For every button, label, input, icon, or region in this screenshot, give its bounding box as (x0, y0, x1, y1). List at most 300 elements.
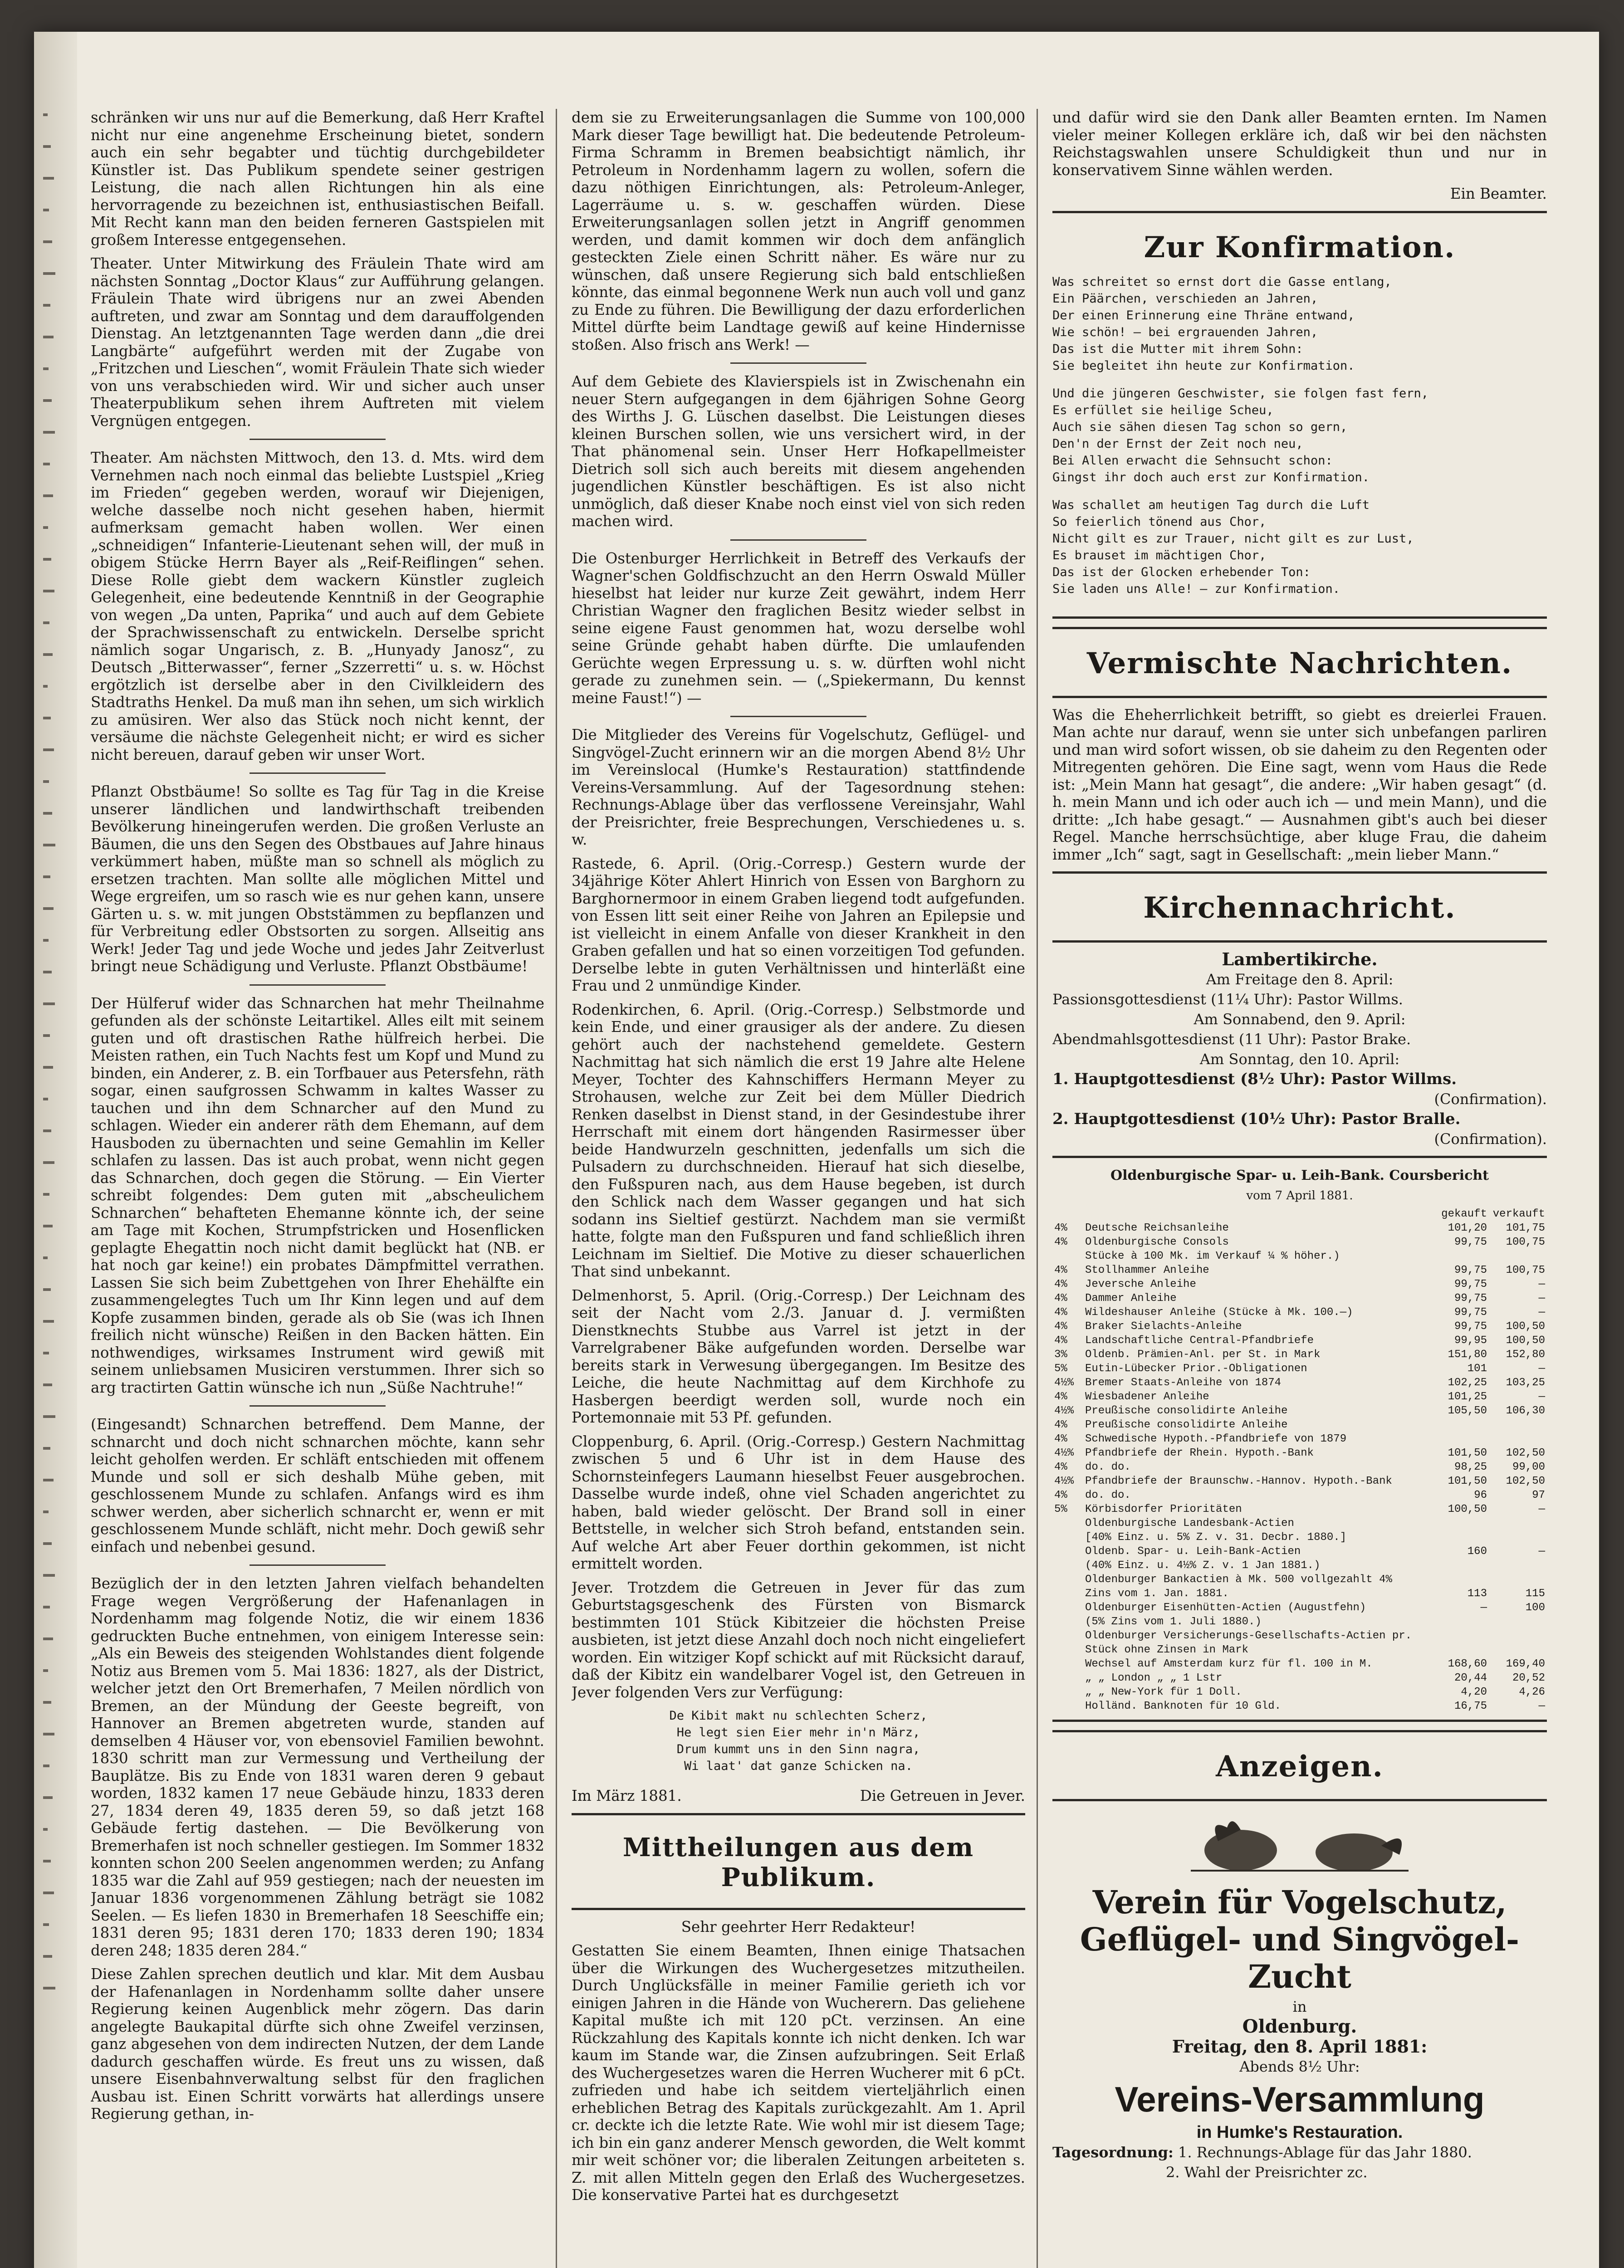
bank-row (1052, 1320, 1547, 1334)
gutter-mark (43, 907, 54, 910)
verse-line: De Kibit makt nu schlechten Scherz, (669, 1709, 928, 1723)
bank-sold (1489, 1559, 1547, 1573)
bank-bought: 96 (1474, 1489, 1487, 1501)
bank-security: Landschaftliche Central-Pfandbriefe (1085, 1334, 1314, 1347)
ad-time: Abends 8½ Uhr: (1239, 2058, 1360, 2075)
bank-security: Wildeshauser Anleihe (Stücke à Mk. 100.—) (1085, 1306, 1353, 1319)
gutter-mark (43, 1479, 54, 1481)
anzeigen-heading: Anzeigen. (1216, 1750, 1384, 1784)
verse-signature (572, 1787, 1025, 1805)
bank-bought (1431, 1559, 1489, 1573)
bank-header-blank (1083, 1207, 1431, 1221)
bank-rate: 4% (1054, 1391, 1067, 1403)
gutter-mark (43, 1129, 51, 1132)
kirchen-heading: Kirchennachricht. (1143, 891, 1456, 925)
ad-agenda (1052, 2144, 1547, 2161)
bank-security: [40% Einz. u. 5% Z. v. 31. Decbr. 1880.] (1085, 1531, 1347, 1544)
agenda-item: 1. Rechnungs-Ablage für das Jahr 1880. (1178, 2144, 1472, 2161)
bank-row (1052, 1334, 1547, 1348)
gutter-mark (43, 1225, 53, 1227)
gutter-mark (43, 1383, 52, 1386)
bank-sold: — (1538, 1545, 1545, 1558)
bank-bought: 100,50 (1448, 1503, 1487, 1515)
bank-security: Preußische consolidirte Anleihe (1085, 1405, 1288, 1417)
mitteilungen-heading: Mittheilungen aus dem Publikum. (622, 1832, 974, 1892)
bank-rate (1052, 1573, 1083, 1587)
bank-bought: 99,75 (1454, 1320, 1487, 1333)
bank-rate: 5% (1054, 1503, 1067, 1515)
gutter-mark (43, 1733, 54, 1735)
vermischte-heading: Vermischte Nachrichten. (1086, 646, 1513, 680)
column-rule (1037, 109, 1038, 2268)
bank-security: Eutin-Lübecker Prior.-Obligationen (1085, 1363, 1307, 1375)
bank-rate (1052, 1587, 1083, 1601)
bank-rate (1052, 1601, 1083, 1615)
bank-row (1052, 1291, 1547, 1305)
bank-security: Jeversche Anleihe (1085, 1278, 1196, 1290)
bank-sold: 102,50 (1506, 1447, 1545, 1459)
poem-line: Das ist die Mutter mit ihrem Sohn: (1052, 342, 1303, 356)
bank-bought: 102,25 (1448, 1377, 1487, 1389)
bank-row (1052, 1601, 1547, 1615)
service-line: 2. Hauptgottesdienst (10½ Uhr): Pastor Bralle. (1052, 1110, 1461, 1128)
bank-section (1052, 1156, 1547, 1722)
poem-stanza (1052, 497, 1547, 597)
bank-heading: Oldenburgische Spar- u. Leih-Bank. Coursbericht (1110, 1168, 1489, 1183)
bank-rate: 4% (1054, 1264, 1067, 1276)
article-rastede: Rastede, 6. April. (Orig.-Corresp.) Gestern wurde der 34jährige Köter Ahlert Hinrich von Essen von Barghorn zu Barghornermoor in einem Graben liegend todt aufgefunden. von Essen litt seit einer Reihe von Jahren an Epilepsie und ist vielleicht in einem Anfalle von dieser Krankheit in den Graben gefallen und hat so einen vorzeitigen Tod gefunden. Derselbe lebte in guten Verhältnissen und hinterläßt eine Frau und 2 unmündige Kinder. (572, 855, 1025, 994)
gutter-mark (43, 621, 49, 624)
bank-rate (1052, 1699, 1083, 1713)
bank-security: (40% Einz. u. 4½% Z. v. 1 Jan 1881.) (1085, 1559, 1321, 1572)
bank-bought (1431, 1573, 1489, 1587)
article-hafenanlagen-cont: Diese Zahlen sprechen deutlich und klar. Mit dem Ausbau der Hafenanlagen in Nordenhamm sollte daher unsere Regierung keinen Augenblick mehr zögern. Das darin angelegte Baukapital dürfte sich ohne Zweifel verzinsen, ganz abgesehen von dem indirecten Nutzen, der dem Lande dadurch geschaffen würde. Es freut uns zu wissen, daß unsere Eisenbahnverwaltung selbst für den fraglichen Ausbau ist. Einen Schritt vorwärts hat allerdings unsere Regierung gethan, in- (91, 1965, 544, 2122)
bank-bought: 99,75 (1454, 1264, 1487, 1276)
bank-security: Bremer Staats-Anleihe von 1874 (1085, 1377, 1282, 1389)
bank-sold: 152,80 (1506, 1349, 1545, 1361)
bank-rate: 4% (1054, 1222, 1067, 1234)
article-rodenkirchen: Rodenkirchen, 6. April. (Orig.-Corresp.) Selbstmorde und kein Ende, und einer grausiger als der andere. Zu diesen gehört auch der nachstehend gemeldete. Gestern Nachmittag hat sich nämlich die erst 19 Jahre alte Helene Meyer, Tochter des Kahnschiffers Hermann Meyer zu Strohausen, welche zur Zeit bei dem Müller Diedrich Renken daselbst in Dienst stand, in der Gesindestube ihrer Herrschaft mit einem dort hängenden Rasirmesser über beide Handwurzeln geschnitten, jedenfalls um sich die Pulsadern zu durchschneiden. Hierauf hat sich dieselbe, den Fußspuren nach, aus dem Hause begeben, ist durch den Schlick nach dem Wasser gegangen und hat sich sodann ins Sieltief gestürzt. Nachdem man sie vermißt hatte, folgte man den Fußspuren und fand schließlich ihren Leichnam im Sieltief. Die Motive zu dieser schauerlichen That sind unbekannt. (572, 1001, 1025, 1280)
gutter-mark (43, 844, 55, 846)
bank-bought: 160 (1467, 1545, 1487, 1558)
poem-line: Sie begleitet ihn heute zur Konfirmation. (1052, 358, 1355, 373)
bank-sold: — (1538, 1278, 1545, 1290)
bank-rate: 4½% (1054, 1475, 1074, 1487)
bank-sold (1489, 1418, 1547, 1432)
article-jever: Jever. Trotzdem die Getreuen in Jever für das zum Geburtstagsgeschenk des Fürsten von Bismarck bestimmten 101 Stück Kibitzeier die höchsten Preise ausbieten, ist jetzt diese Anzahl doch noch nicht eingeliefert worden. Ein witziger Kopf schickt auf mit Rücksicht darauf, daß der Kibitz ein wandelbarer Vogel ist, den Getreuen in Jever folgenden Vers zur Verfügung: (572, 1579, 1025, 1701)
article-hafenanlagen: Bezüglich der in den letzten Jahren vielfach behandelten Frage wegen Vergrößerung der Hafenanlagen in Nordenhamm mag folgende Notiz, die wir einem 1836 gedruckten Buche entnehmen, von einigem Interesse sein: „Als ein Beweis des steigenden Wohlstandes dient folgende Notiz aus Bremen vom 5. Mai 1836: 1827, als der District, welcher jetzt den Ort Bremerhafen, 7 Meilen nördlich von Bremen, an der Mündung der Geeste begreift, von Hannover an Bremen abgetreten wurde, standen auf demselben 4 Häuser vor, von ebensoviel Familien bewohnt. 1830 schritt man zur Vermessung und Vertheilung der Bauplätze. Bis zu Ende von 1831 waren deren 9 gebaut worden, 1832 kamen 17 neue Gebäude hinzu, 1833 deren 27, 1834 deren 49, 1835 deren 59, so daß jetzt 168 Gebäude fertig dastehen. — Die Bevölkerung von Bremerhafen ist noch schneller gestiegen. Im Sommer 1832 konnten schon 200 Seelen angenommen werden; zu Anfang 1835 war die Zahl auf 959 gestiegen; nach der neuesten im Januar 1836 vorgenommenen Zählung beträgt sie 1082 Seelen. — Es liefen 1830 in Bremerhafen 18 Seeschiffe ein; 1831 deren 95; 1831 deren 170; 1833 deren 190; 1834 deren 248; 1835 deren 284.“ (91, 1575, 544, 1959)
agenda-label: Tagesordnung: (1052, 2144, 1174, 2161)
bank-bought: 101,50 (1448, 1475, 1487, 1487)
article-vogelschutz: Die Mitglieder des Vereins für Vogelschutz, Geflügel- und Singvögel-Zucht erinnern wir an die morgen Abend 8½ Uhr im Vereinslocal (Humke's Restauration) stattfindende Vereins-Versammlung. Auf der Tagesordnung stehen: Rechnungs-Ablage über das verflossene Vereinsjahr, Wahl der Preisrichter, freie Besprechungen, Verschiedenes u. s. w. (572, 726, 1025, 848)
gutter-mark (43, 1765, 49, 1767)
gutter-mark (43, 1288, 51, 1291)
bank-security: Oldenburgische Landesbank-Actien (1085, 1517, 1294, 1530)
gutter-mark (43, 1796, 53, 1799)
bank-security: Zins vom 1. Jan. 1881. (1085, 1588, 1229, 1600)
bank-row (1052, 1348, 1547, 1362)
mitteilungen-salutation: Sehr geehrter Herr Redakteur! (681, 1918, 916, 1936)
service-date: Am Freitage den 8. April: (1206, 971, 1394, 988)
gutter-mark (43, 1510, 49, 1513)
poem-stanza (1052, 274, 1547, 374)
bank-row (1052, 1277, 1547, 1291)
bank-security: Holländ. Banknoten für 10 Gld. (1085, 1700, 1282, 1712)
bank-date: vom 7 April 1881. (1246, 1189, 1353, 1202)
bank-security: „ „ New-York für 1 Doll. (1085, 1686, 1242, 1698)
poem-line: Nicht gilt es zur Trauer, nicht gilt es zur Lust, (1052, 531, 1414, 546)
bank-row (1052, 1615, 1547, 1629)
bank-row (1052, 1249, 1547, 1263)
bank-rate (1052, 1629, 1083, 1643)
bank-security: Oldenburger Versicherungs-Gesellschafts-Actien pr. (1085, 1630, 1412, 1642)
agenda-item: 2. Wahl der Preisrichter zc. (1166, 2164, 1368, 2181)
bank-rate: 4% (1054, 1306, 1067, 1319)
ad-title: Verein für Vogelschutz, Geflügel- und Singvögel-Zucht (1080, 1883, 1520, 1995)
bank-security: Stücke à 100 Mk. im Verkauf ¼ % höher.) (1085, 1250, 1340, 1262)
gutter-mark (43, 939, 49, 942)
service-line: 1. Hauptgottesdienst (8½ Uhr): Pastor Willms. (1052, 1070, 1457, 1088)
bank-sold: 115 (1525, 1588, 1545, 1600)
bank-security: Oldenb. Spar- u. Leih-Bank-Actien (1085, 1545, 1301, 1558)
gutter-mark (43, 1542, 52, 1545)
bank-rate (1052, 1559, 1083, 1573)
bank-bought: — (1480, 1602, 1487, 1614)
gutter-mark (43, 1098, 48, 1100)
bank-rate: 4% (1054, 1292, 1067, 1305)
bank-rate: 4½% (1054, 1447, 1074, 1459)
bank-bought (1431, 1530, 1489, 1545)
bank-security: Braker Sielachts-Anleihe (1085, 1320, 1242, 1333)
bank-bought: 99,75 (1454, 1278, 1487, 1290)
gutter-mark (43, 1860, 51, 1862)
bank-sold: 169,40 (1506, 1658, 1545, 1670)
ad-in: in (1292, 1998, 1307, 2015)
verse-date: Im März 1881. (572, 1787, 682, 1804)
bank-security: Stück ohne Zinsen in Mark (1085, 1644, 1249, 1656)
service-date: Am Sonnabend, den 9. April: (1194, 1011, 1406, 1028)
service-note: (Confirmation). (1434, 1090, 1547, 1108)
bank-security: Schwedische Hypoth.-Pfandbriefe von 1879 (1085, 1433, 1347, 1445)
bank-security: Oldenburgische Consols (1085, 1236, 1229, 1248)
bank-row (1052, 1545, 1547, 1559)
vermischte-body: Was die Eheherrlichkeit betrifft, so giebt es dreierlei Frauen. Man achte nur darauf, wenn sie unter sich unbefangen parliren und man wird sofort wissen, ob sie daheim zu den Regenten oder Mitregenten gehören. Die Eine sagt, wenn vom Haus die Rede ist: „Mein Mann hat gesagt“, die andere: „Wir haben gesagt“ (d. h. mein Mann und ich oder auch ich — und mein Mann), und die dritte: „Ich habe gesagt.“ — Ausnahmen gibt's auch bei dieser Regel. Manche herrschsüchtige, aber kluge Frau, die daheim immer „Ich“ sagt, sagt in Gesellschaft: „mein lieber Mann.“ (1052, 706, 1547, 863)
bank-row (1052, 1221, 1547, 1235)
bank-sold: 100,50 (1506, 1334, 1545, 1347)
bank-row (1052, 1404, 1547, 1418)
gutter-mark (43, 240, 52, 243)
gutter-mark (43, 1256, 48, 1259)
ad-place: in Humke's Restauration. (1196, 2123, 1403, 2142)
bank-security: Preußische consolidirte Anleihe (1085, 1419, 1288, 1431)
bank-rate (1052, 1516, 1083, 1530)
bank-row (1052, 1390, 1547, 1404)
bank-sold: 100 (1525, 1602, 1545, 1614)
bank-row (1052, 1446, 1547, 1460)
bank-bought: 99,75 (1454, 1236, 1487, 1248)
gutter-mark (43, 590, 54, 592)
service-line: Abendmahlsgottesdienst (11 Uhr): Pastor Brake. (1052, 1031, 1411, 1048)
bank-row (1052, 1235, 1547, 1249)
column-middle (572, 109, 1025, 2268)
bank-sold: 100,50 (1506, 1320, 1545, 1333)
bank-rate: 4% (1054, 1419, 1067, 1431)
verse-line: Drum kummt uns in den Sinn nagra, (676, 1742, 920, 1756)
bank-rate: 4% (1054, 1489, 1067, 1501)
gutter-mark (43, 558, 51, 561)
bank-rate: 4% (1054, 1278, 1067, 1290)
bank-bought: 99,75 (1454, 1292, 1487, 1305)
divider (249, 1405, 386, 1407)
bank-bought: 113 (1467, 1588, 1487, 1600)
bank-row (1052, 1502, 1547, 1516)
article-erweiterung: dem sie zu Erweiterungsanlagen die Summe von 100,000 Mark dieser Tage bewilligt hat. Die bedeutende Petroleum-Firma Schramm in Bremen beabsichtigt nämlich, ihr Petroleum in Nordenhamm lagern zu wollen, sofern die dazu nöthigen Einrichtungen, als: Petroleum-Anleger, Lagerräume u. s. w. geschaffen würden. Diese Erweiterungsanlagen sollen jetzt in Angriff genommen werden, und damit kommen wir doch dem anfänglich gesteckten Ziele einen Schritt näher. Es wäre nur zu wünschen, daß unsere Regierung sich bald entschließen könnte, das einmal begonnene Werk nun auch voll und ganz zu Ende zu führen. Die Bewilligung der dazu erforderlichen Mittel dürfte beim Landtage gewiß auf keine Hindernisse stoßen. Also frisch ans Werk! — (572, 109, 1025, 353)
ad-event: Vereins-Versammlung (1115, 2079, 1485, 2119)
gutter-mark (43, 1352, 49, 1354)
bank-security: (5% Zins vom 1. Juli 1880.) (1085, 1616, 1262, 1628)
article-obstbaeume: Pflanzt Obstbäume! So sollte es Tag für Tag in die Kreise unserer ländlichen und landwirthschaft treibenden Bevölkerung hineingerufen werden. Die großen Verluste an Bäumen, die uns den Segen des Obstbaues auf Jahre hinaus verkümmert haben, müßte man so schnell als möglich zu ersetzen trachten. Man sollte alle möglichen Mittel und Wege ergreifen, um so rasch wie es nur gehen kann, unsere Gärten u. s. w. mit jungen Obststämmen zu bepflanzen und für Verbreitung edler Obstsorten zu sorgen. Allseitig ans Werk! Jeder Tag und jede Woche und jedes Jahr Zeitverlust bringt neue Schädigung und Verluste. Pflanzt Obstbäume! (91, 783, 544, 975)
article-ostenburger: Die Ostenburger Herrlichkeit in Betreff des Verkaufs der Wagner'schen Goldfischzucht an den Herrn Oswald Müller hieselbst hat leider nur kurze Zeit gewährt, indem Herr Christian Wagner den fraglichen Besitz wieder selbst in seine eigene Faust genommen hat, wozu derselbe wohl seine Gründe gehabt haben dürfte. Die umlaufenden Gerüchte wegen Erpressung u. s. w. dürften wohl nicht gerade zu zunehmen sein. — („Spiekermann, Du kennst meine Faust!“) — (572, 549, 1025, 707)
bank-security: Körbisdorfer Prioritäten (1085, 1503, 1242, 1515)
gutter-mark (43, 431, 55, 434)
bank-rate (1052, 1671, 1083, 1685)
anzeigen-section (1052, 1730, 1547, 1801)
bank-bought (1431, 1418, 1489, 1432)
column-left (91, 109, 544, 2268)
bank-sold: 106,30 (1506, 1405, 1545, 1417)
gutter-mark (43, 1923, 49, 1926)
bank-security: do. do. (1085, 1461, 1131, 1473)
bank-sold: — (1538, 1391, 1545, 1403)
gutter-mark (43, 653, 53, 656)
bank-sold: — (1538, 1503, 1545, 1515)
bank-security: Pfandbriefe der Braunschw.-Hannov. Hypoth.-Bank (1085, 1475, 1392, 1487)
bank-bought: 151,80 (1448, 1349, 1487, 1361)
column-rule (556, 109, 557, 2268)
bank-row (1052, 1685, 1547, 1699)
bank-bought (1431, 1629, 1489, 1643)
bank-row (1052, 1629, 1547, 1643)
divider (249, 439, 386, 440)
poem-line: Den'n der Ernst der Zeit noch neu, (1052, 436, 1303, 451)
bank-row (1052, 1418, 1547, 1432)
church-name: Lambertikirche. (1222, 949, 1378, 969)
bank-row (1052, 1474, 1547, 1488)
kirchen-section (1052, 871, 1547, 943)
gutter-mark (43, 1161, 54, 1164)
bank-row (1052, 1432, 1547, 1446)
bank-rate (1052, 1685, 1083, 1699)
bank-rate: 4% (1054, 1236, 1067, 1248)
bank-row (1052, 1376, 1547, 1390)
poem-stanza (1052, 385, 1547, 486)
gutter-mark (43, 717, 51, 719)
bank-bought (1431, 1432, 1489, 1446)
mitteilungen-section (572, 1813, 1025, 1910)
divider (730, 716, 866, 717)
bank-bought (1431, 1615, 1489, 1629)
bank-sold: 102,50 (1506, 1475, 1545, 1487)
bank-bought (1431, 1516, 1489, 1530)
gutter-mark (43, 1669, 48, 1672)
bank-security: „ „ London „ „ 1 Lstr (1085, 1672, 1223, 1684)
bank-row (1052, 1305, 1547, 1320)
gutter-mark (43, 971, 52, 973)
verse-line: Wi laat' dat ganze Schicken na. (684, 1759, 913, 1773)
bank-rate (1052, 1249, 1083, 1263)
bank-table (1052, 1207, 1547, 1713)
bank-row (1052, 1530, 1547, 1545)
bank-bought: 105,50 (1448, 1405, 1487, 1417)
bank-bought: 99,95 (1454, 1334, 1487, 1347)
bank-rate (1052, 1545, 1083, 1559)
gutter-mark (43, 526, 48, 529)
divider (249, 772, 386, 774)
gutter-mark (43, 367, 49, 370)
bank-rate (1052, 1615, 1083, 1629)
bank-sold: — (1538, 1292, 1545, 1305)
poem-line: Bei Allen erwacht die Sehnsucht schon: (1052, 453, 1333, 468)
poultry-illustration (1052, 1809, 1547, 1879)
gutter-mark (43, 304, 50, 307)
article-cloppenburg: Cloppenburg, 6. April. (Orig.-Corresp.) Gestern Nachmittag zwischen 5 und 6 Uhr ist in dem Hause des Schornsteinfegers Laumann hieselbst Feuer ausgebrochen. Dasselbe wurde indeß, ohne viel Schaden angerichtet zu haben, bald wieder gelöscht. Der Brand soll in einer Bettstelle, in welcher sich Stroh befand, entstanden sein. Auf welche Art aber Feuer dorthin gekommen, ist nicht ermittelt worden. (572, 1432, 1025, 1572)
bank-security: Oldenburger Bankactien à Mk. 500 vollgezahlt 4% (1085, 1574, 1392, 1586)
bank-rate: 4% (1054, 1334, 1067, 1347)
verse-line: He legt sien Eier mehr in'n März, (676, 1725, 920, 1740)
bank-row (1052, 1671, 1547, 1685)
article-schnarchen-eingesandt: (Eingesandt) Schnarchen betreffend. Dem Manne, der schnarcht und doch nicht schnarchen möchte, kann sehr leicht geholfen werden. Er schläft entschieden mit offenem Munde und soll er sich deshalb Mühe geben, mit geschlossenem Munde zu schlafen. Anfangs wird es ihm schwer werden, aber sicherlich schnarcht er, wenn er mit geschlossenem Munde schläft, nicht mehr. Doch gewiß sehr einfach und nebenbei gesund. (91, 1416, 544, 1555)
bank-sold: 20,52 (1512, 1672, 1545, 1684)
bank-sold: 100,75 (1506, 1236, 1545, 1248)
bank-bought: 16,75 (1454, 1700, 1487, 1712)
newspaper-page (34, 32, 1599, 2268)
bank-rate (1052, 1530, 1083, 1545)
bank-rate: 3% (1054, 1349, 1067, 1361)
bank-row (1052, 1516, 1547, 1530)
ad-date: Freitag, den 8. April 1881: (1172, 2036, 1428, 2057)
bank-header-blank (1052, 1207, 1083, 1221)
bank-sold (1489, 1432, 1547, 1446)
bank-row (1052, 1263, 1547, 1277)
ad-city: Oldenburg. (1242, 2016, 1357, 2037)
bank-sold (1489, 1530, 1547, 1545)
poem-line: Es erfüllet sie heilige Scheu, (1052, 403, 1274, 417)
bank-sold: 99,00 (1512, 1461, 1545, 1473)
bank-bought: 98,25 (1454, 1461, 1487, 1473)
gutter-mark (43, 1828, 48, 1831)
bank-security: Wechsel auf Amsterdam kurz für fl. 100 in M. (1085, 1658, 1373, 1670)
gutter-mark (43, 494, 53, 497)
konfirmation-poem (1052, 274, 1547, 597)
bank-sold (1489, 1516, 1547, 1530)
kibitz-verse (572, 1707, 1025, 1774)
bank-sold: 97 (1532, 1489, 1545, 1501)
article-theater-2: Theater. Am nächsten Mittwoch, den 13. d. Mts. wird dem Vernehmen nach noch einmal das beliebte Lustspiel „Krieg im Frieden“ gegeben werden, worauf wir Diejenigen, welche dasselbe noch nicht gesehen haben, hiermit aufmerksam gemacht haben wollen. Wer einen „schneidigen“ Infanterie-Lieutenant sehen will, der muß in obigem Stücke Herrn Bayer als „Reif-Reiflingen“ sehen. Diese Rolle giebt dem wackern Künstler zugleich Gelegenheit, eine bedeutende Kenntniß in der Geographie von wegen „Da unten, Paprika“ und auch auf dem Gebiete der Sprachwissenschaft zu entwickeln. Derselbe spricht nämlich sogar Ungarisch, z. B. „Hunyady Janosz“, zu Deutsch „Bitterwasser“, ferner „Szzerretti“ u. s. w. Höchst ergötzlich ist derselbe aber in den Civilkleidern des Stadtraths Henkel. Da muß man ihn sehen, um sich wirklich zu amüsiren. Wer also das Stück noch nicht kennt, der versäume die nächste Gelegenheit nicht; er wird es sicher nicht bereuen, darauf geben wir unser Wort. (91, 449, 544, 763)
gutter-mark (43, 177, 54, 180)
poem-line: Der einen Erinnerung eine Thräne entwand, (1052, 308, 1355, 323)
bank-sold: — (1538, 1306, 1545, 1319)
poem-line: Ein Päärchen, verschieden an Jahren, (1052, 291, 1318, 306)
gutter-mark (43, 1892, 54, 1894)
bank-sold: — (1538, 1363, 1545, 1375)
poem-line: Sie laden uns Alle! — zur Konfirmation. (1052, 582, 1340, 596)
bank-bought: 101 (1467, 1363, 1487, 1375)
bank-row (1052, 1657, 1547, 1671)
gutter-mark (43, 1955, 52, 1958)
bank-sold: 100,75 (1506, 1264, 1545, 1276)
poem-line: Auch sie sähen diesen Tag schon so gern, (1052, 420, 1348, 434)
bank-row (1052, 1460, 1547, 1474)
poem-line: So feierlich tönend aus Chor, (1052, 514, 1267, 529)
gutter-mark (43, 1701, 51, 1704)
bank-bought: 101,25 (1448, 1391, 1487, 1403)
gutter-mark (43, 272, 55, 275)
poem-line: Gingst ihr doch auch erst zur Konfirmation. (1052, 470, 1370, 484)
bank-sold: 101,75 (1506, 1222, 1545, 1234)
gutter-mark (43, 1574, 55, 1577)
article-klavierspiel: Auf dem Gebiete des Klavierspiels ist in Zwischenahn ein neuer Stern aufgegangen in dem 6jährigen Sohne Georg des Wirths J. G. Lüschen daselbst. Die Leistungen dieses kleinen Burschen sollen, wie uns versichert wird, in der That phänomenal sein. Unser Herr Hofkapellmeister Dietrich soll sich auch bereits mit diesem angehenden jugendlichen Künstler beschäftigen. Es ist also nicht unmöglich, daß dieser Knabe noch einst viel von sich reden machen wird. (572, 373, 1025, 530)
gutter-mark (43, 113, 48, 116)
mitteilungen-body: Gestatten Sie einem Beamten, Ihnen einige Thatsachen über die Wirkungen des Wuchergesetzes mitzutheilen. Durch Unglücksfälle in meiner Familie gerieth ich vor einigen Jahren in die Hände von Wucherern. Das geliehene Kapital mußte ich mit 120 pCt. verzinsen. An eine Rückzahlung des Kapitals konnte ich nicht denken. Ich war kaum im Stande war, die Zinsen aufzubringen. Seit Erlaß des Wuchergesetzes waren die Herren Wucherer mit 6 pCt. zufrieden und habe ich seitdem vierteljährlich einen erheblichen Betrag des Kapitals zurückgezahlt. Am 1. April cr. deckte ich die letzte Rate. Wie wohl mir ist diesem Tage; ich bin ein ganz anderer Mensch geworden, die Welt kommt mir weit schöner vor; die liberalen Zeitungen arbeiteten s. Z. mit allen Mitteln gegen den Erlaß des Wuchergesetzes. Die konservative Partei hat es durchgesetzt (572, 1942, 1025, 2204)
bank-rate (1052, 1643, 1083, 1657)
bank-security: Stollhammer Anleihe (1085, 1264, 1209, 1276)
bank-bought: 4,20 (1461, 1686, 1487, 1698)
bank-bought: 101,20 (1448, 1222, 1487, 1234)
bank-bought: 101,50 (1448, 1447, 1487, 1459)
gutter-mark (43, 1987, 55, 1989)
gutter-mark (43, 780, 49, 783)
poem-line: Wie schön! — bei ergrauenden Jahren, (1052, 325, 1318, 339)
gutter-mark (43, 685, 48, 688)
column-right (1052, 109, 1547, 2268)
gutter-mark (43, 1606, 50, 1608)
bank-row (1052, 1587, 1547, 1601)
bank-sold (1489, 1249, 1547, 1263)
gutter-mark (43, 1415, 55, 1418)
bank-bought: 99,75 (1454, 1306, 1487, 1319)
bank-col-header: verkauft (1492, 1208, 1545, 1220)
bank-sold (1489, 1629, 1547, 1643)
rooster-hen-icon (1164, 1809, 1436, 1877)
letter-end: und dafür wird sie den Dank aller Beamten ernten. Im Namen vieler meiner Kollegen erkläre ich, daß wir bei den nächsten Reichstagswahlen unsere Schuldigkeit thun und nur in konservativem Sinne wählen werden. (1052, 109, 1547, 179)
bank-bought (1431, 1249, 1489, 1263)
bank-security: Wiesbadener Anleihe (1085, 1391, 1209, 1403)
bank-rate: 5% (1054, 1363, 1067, 1375)
article-kraftel: schränken wir uns nur auf die Bemerkung, daß Herr Kraftel nicht nur eine angenehme Erscheinung bietet, sondern auch ein sehr begabter und tüchtig durchgebildeter Künstler ist. Das Publikum spendete seiner gestrigen Leistung, die nach allen Richtungen hin als eine hervorragende zu bezeichnen ist, enthusiastischen Beifall. Mit Recht kann man den beiden ferneren Gastspielen mit großem Interesse entgegensehen. (91, 109, 544, 249)
gutter-mark (43, 209, 49, 211)
gutter-mark (43, 336, 54, 338)
bank-row (1052, 1643, 1547, 1657)
poem-line: Es brauset im mächtigen Chor, (1052, 548, 1267, 562)
bank-rate: 4½% (1054, 1405, 1074, 1417)
bank-row (1052, 1362, 1547, 1376)
gutter-mark (43, 748, 54, 751)
bank-sold (1489, 1615, 1547, 1629)
bank-rate: 4½% (1054, 1377, 1074, 1389)
bank-header-row (1052, 1207, 1547, 1221)
bank-sold: 103,25 (1506, 1377, 1545, 1389)
bank-sold: 4,26 (1519, 1686, 1545, 1698)
poem-line: Was schallet am heutigen Tag durch die Luft (1052, 498, 1370, 512)
gutter-mark (43, 399, 52, 402)
bank-security: Dammer Anleihe (1085, 1292, 1177, 1305)
poem-line: Und die jüngeren Geschwister, sie folgen fast fern, (1052, 386, 1429, 401)
gutter-mark (43, 1193, 49, 1196)
bank-security: Oldenburger Eisenhütten-Actien (Augustfehn) (1085, 1602, 1366, 1614)
bank-rate (1052, 1657, 1083, 1671)
gutter-mark (43, 1034, 50, 1037)
gutter-mark (43, 1002, 55, 1005)
